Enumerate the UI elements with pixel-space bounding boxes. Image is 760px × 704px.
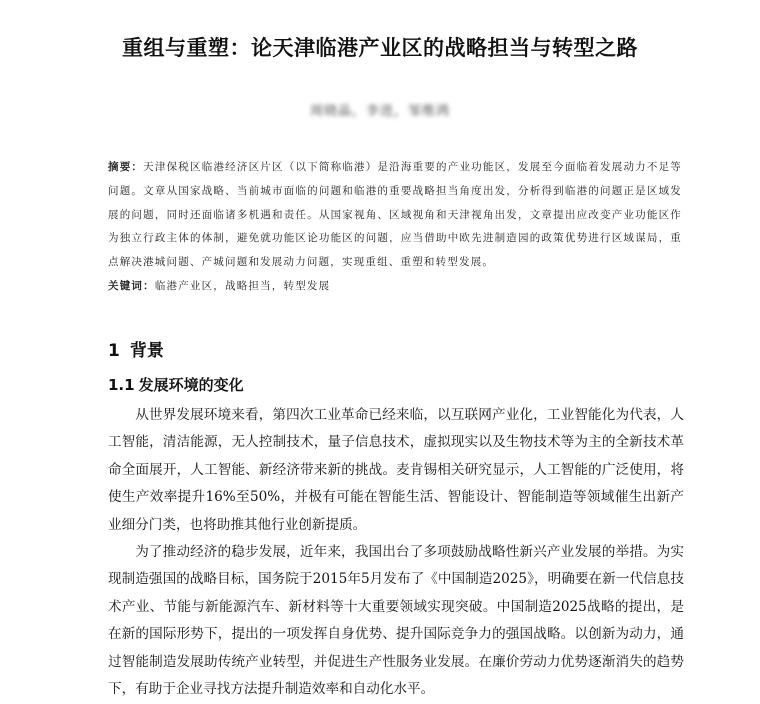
- section-number: 1: [108, 341, 120, 361]
- authors-blurred: 周晓晶，李进，邹维鸿: [309, 104, 450, 119]
- body-paragraph-2: 为了推动经济的稳步发展，近年来，我国出台了多项鼓励战略性新兴产业发展的举措。为实现制造强国的战略目标，国务院于2015年5月发布了《中国制造2025》，明确要在新一代信息技术产业、节能与新能源汽车、新材料等十大重要领域实现突破。中国制造2025战略的提出，是在新的国际形势下，提出的一项发挥自身优势、提升国际竞争力的强国战略。以创新为动力，通过智能制造发展助传统产业转型，并促进生产性服务业发展。在廉价劳动力优势逐渐消失的趋势下，有助于企业寻找方法提升制造效率和自动化水平。: [108, 544, 684, 698]
- body-paragraph-1: 从世界发展环境来看，第四次工业革命已经来临，以互联网产业化，工业智能化为代表，人工智能，清洁能源，无人控制技术，量子信息技术，虚拟现实以及生物技术等为主的全新技术革命全面展开，人工智能、新经济带来新的挑战。麦肯锡相关研究显示，人工智能的广泛使用，将使生产效率提升16%至50%，并极有可能在智能生活、智能设计、智能制造等领域催生出新产业细分门类，也将助推其他行业创新提质。: [108, 407, 684, 533]
- keywords-label: 关键词：: [108, 280, 155, 292]
- subsection-number: 1.1: [108, 376, 135, 394]
- author-line: [0, 100, 760, 119]
- subsection-title: 发展环境的变化: [138, 376, 244, 394]
- paper-title: 重组与重塑：论天津临港产业区的战略担当与转型之路: [122, 36, 638, 60]
- keywords-block: [108, 276, 682, 296]
- abstract-label: 摘要：: [108, 161, 144, 173]
- section-heading-1: [108, 336, 164, 361]
- abstract-block: [108, 156, 682, 275]
- section-title: 背景: [129, 341, 164, 361]
- abstract-text: 天津保税区临港经济区片区（以下简称临港）是沿海重要的产业功能区，发展至今面临着发展动力不足等问题。文章从国家战略、当前城市面临的问题和临港的重要战略担当角度出发，分析得到临港的问题正是区域发展的问题，同时还面临诸多机遇和责任。从国家视角、区域视角和天津视角出发，文章提出应改变产业功能区作为独立行政主体的体制，避免就功能区论功能区的问题，应当借助中欧先进制造园的政策优势进行区域谋局，重点解决港城问题、产城问题和发展动力问题，实现重组、重塑和转型发展。: [108, 161, 682, 269]
- subsection-heading-1-1: [108, 374, 244, 395]
- keywords-text: 临港产业区，战略担当，转型发展: [154, 280, 331, 292]
